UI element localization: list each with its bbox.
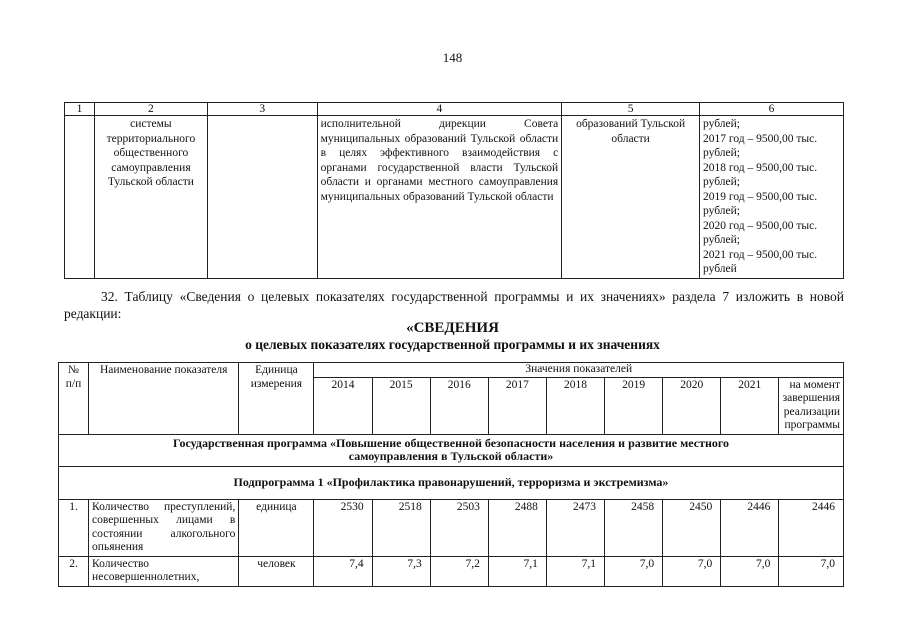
- cell-empty: [207, 116, 317, 279]
- header-values: Значения показателей: [314, 363, 844, 378]
- funding-line: рублей: [703, 263, 737, 275]
- row-value: 7,1: [488, 556, 546, 586]
- row-value: 7,0: [605, 556, 663, 586]
- funding-line: рублей;: [703, 234, 740, 246]
- funding-line: рублей;: [703, 147, 740, 159]
- program-name: Государственная программа «Повышение общественной безопасности населения и развитие местного самоуправления в Тульской области»: [59, 434, 844, 466]
- funding-line: 2021 год – 9500,00 тыс.: [703, 248, 818, 261]
- cell-participants: образований Тульской области: [562, 116, 700, 279]
- header-num: № п/п: [59, 363, 89, 435]
- column-number: 1: [65, 103, 95, 116]
- cell-num: [65, 116, 95, 279]
- page-number: 148: [442, 50, 463, 65]
- header-year: 2017: [488, 377, 546, 434]
- row-value: 7,1: [546, 556, 604, 586]
- header-year: 2020: [663, 377, 721, 434]
- funding-line: 2019 год – 9500,00 тыс.: [703, 190, 818, 203]
- row-value: 2473: [546, 499, 604, 556]
- funding-line: рублей;: [703, 118, 740, 130]
- header-unit: Единица измерения: [239, 363, 314, 435]
- row-value: 2458: [605, 499, 663, 556]
- header-year: 2021: [721, 377, 779, 434]
- row-unit: человек: [239, 556, 314, 586]
- column-number: 2: [94, 103, 207, 116]
- row-final: 7,0: [779, 556, 844, 586]
- header-final: на момент завершения реализации программы: [779, 377, 844, 434]
- row-value: 7,4: [314, 556, 372, 586]
- funding-line: 2018 год – 9500,00 тыс.: [703, 161, 818, 174]
- table-subtitle: о целевых показателях государственной программы и их значениях: [245, 337, 660, 352]
- row-num: 2.: [59, 556, 89, 586]
- row-num: 1.: [59, 499, 89, 556]
- table-row: [65, 116, 844, 279]
- header-year: 2019: [605, 377, 663, 434]
- header-year: 2015: [372, 377, 430, 434]
- row-value: 2503: [430, 499, 488, 556]
- table-row: [59, 556, 844, 586]
- table-row: [59, 499, 844, 556]
- row-value: 2488: [488, 499, 546, 556]
- row-value: 2518: [372, 499, 430, 556]
- header-name: Наименование показателя: [89, 363, 239, 435]
- row-name: Количество несовершеннолетних,: [89, 556, 239, 586]
- column-number: 6: [700, 103, 844, 116]
- column-number: 4: [317, 103, 562, 116]
- row-value: 2450: [663, 499, 721, 556]
- row-value: 7,3: [372, 556, 430, 586]
- header-year: 2014: [314, 377, 372, 434]
- funding-line: 2017 год – 9500,00 тыс.: [703, 132, 818, 145]
- column-number: 5: [562, 103, 700, 116]
- header-row: [59, 363, 844, 378]
- table-title: «СВЕДЕНИЯ: [406, 320, 499, 336]
- funding-line: рублей;: [703, 205, 740, 217]
- funding-line: рублей;: [703, 176, 740, 188]
- header-year: 2018: [546, 377, 604, 434]
- row-value: 2446: [721, 499, 779, 556]
- column-number: 3: [207, 103, 317, 116]
- header-year: 2016: [430, 377, 488, 434]
- cell-executor: системы территориального общественного самоуправления Тульской области: [94, 116, 207, 279]
- cell-description: исполнительной дирекции Совета муниципальных образований Тульской области в целях эффективного взаимодействия с органами государственной власти Тульской области и органами местного самоуправления муниципальных образований Тульской области: [317, 116, 562, 279]
- continuation-table: [64, 102, 844, 279]
- funding-line: 2020 год – 9500,00 тыс.: [703, 219, 818, 232]
- cell-funding: [700, 116, 844, 279]
- column-number-row: [65, 103, 844, 116]
- row-name: Количество преступлений, совершенных лицами в состоянии алкогольного опьянения: [89, 499, 239, 556]
- program-row: [59, 434, 844, 466]
- row-final: 2446: [779, 499, 844, 556]
- row-value: 7,2: [430, 556, 488, 586]
- row-value: 7,0: [663, 556, 721, 586]
- row-value: 7,0: [721, 556, 779, 586]
- subprogram-row: [59, 466, 844, 499]
- row-value: 2530: [314, 499, 372, 556]
- indicators-table: [58, 362, 844, 587]
- amendment-paragraph: 32. Таблицу «Сведения о целевых показателях государственной программы и их значениях» раздела 7 изложить в новой редакции:: [64, 289, 844, 321]
- subprogram-name: Подпрограмма 1 «Профилактика правонарушений, терроризма и экстремизма»: [59, 466, 844, 499]
- row-unit: единица: [239, 499, 314, 556]
